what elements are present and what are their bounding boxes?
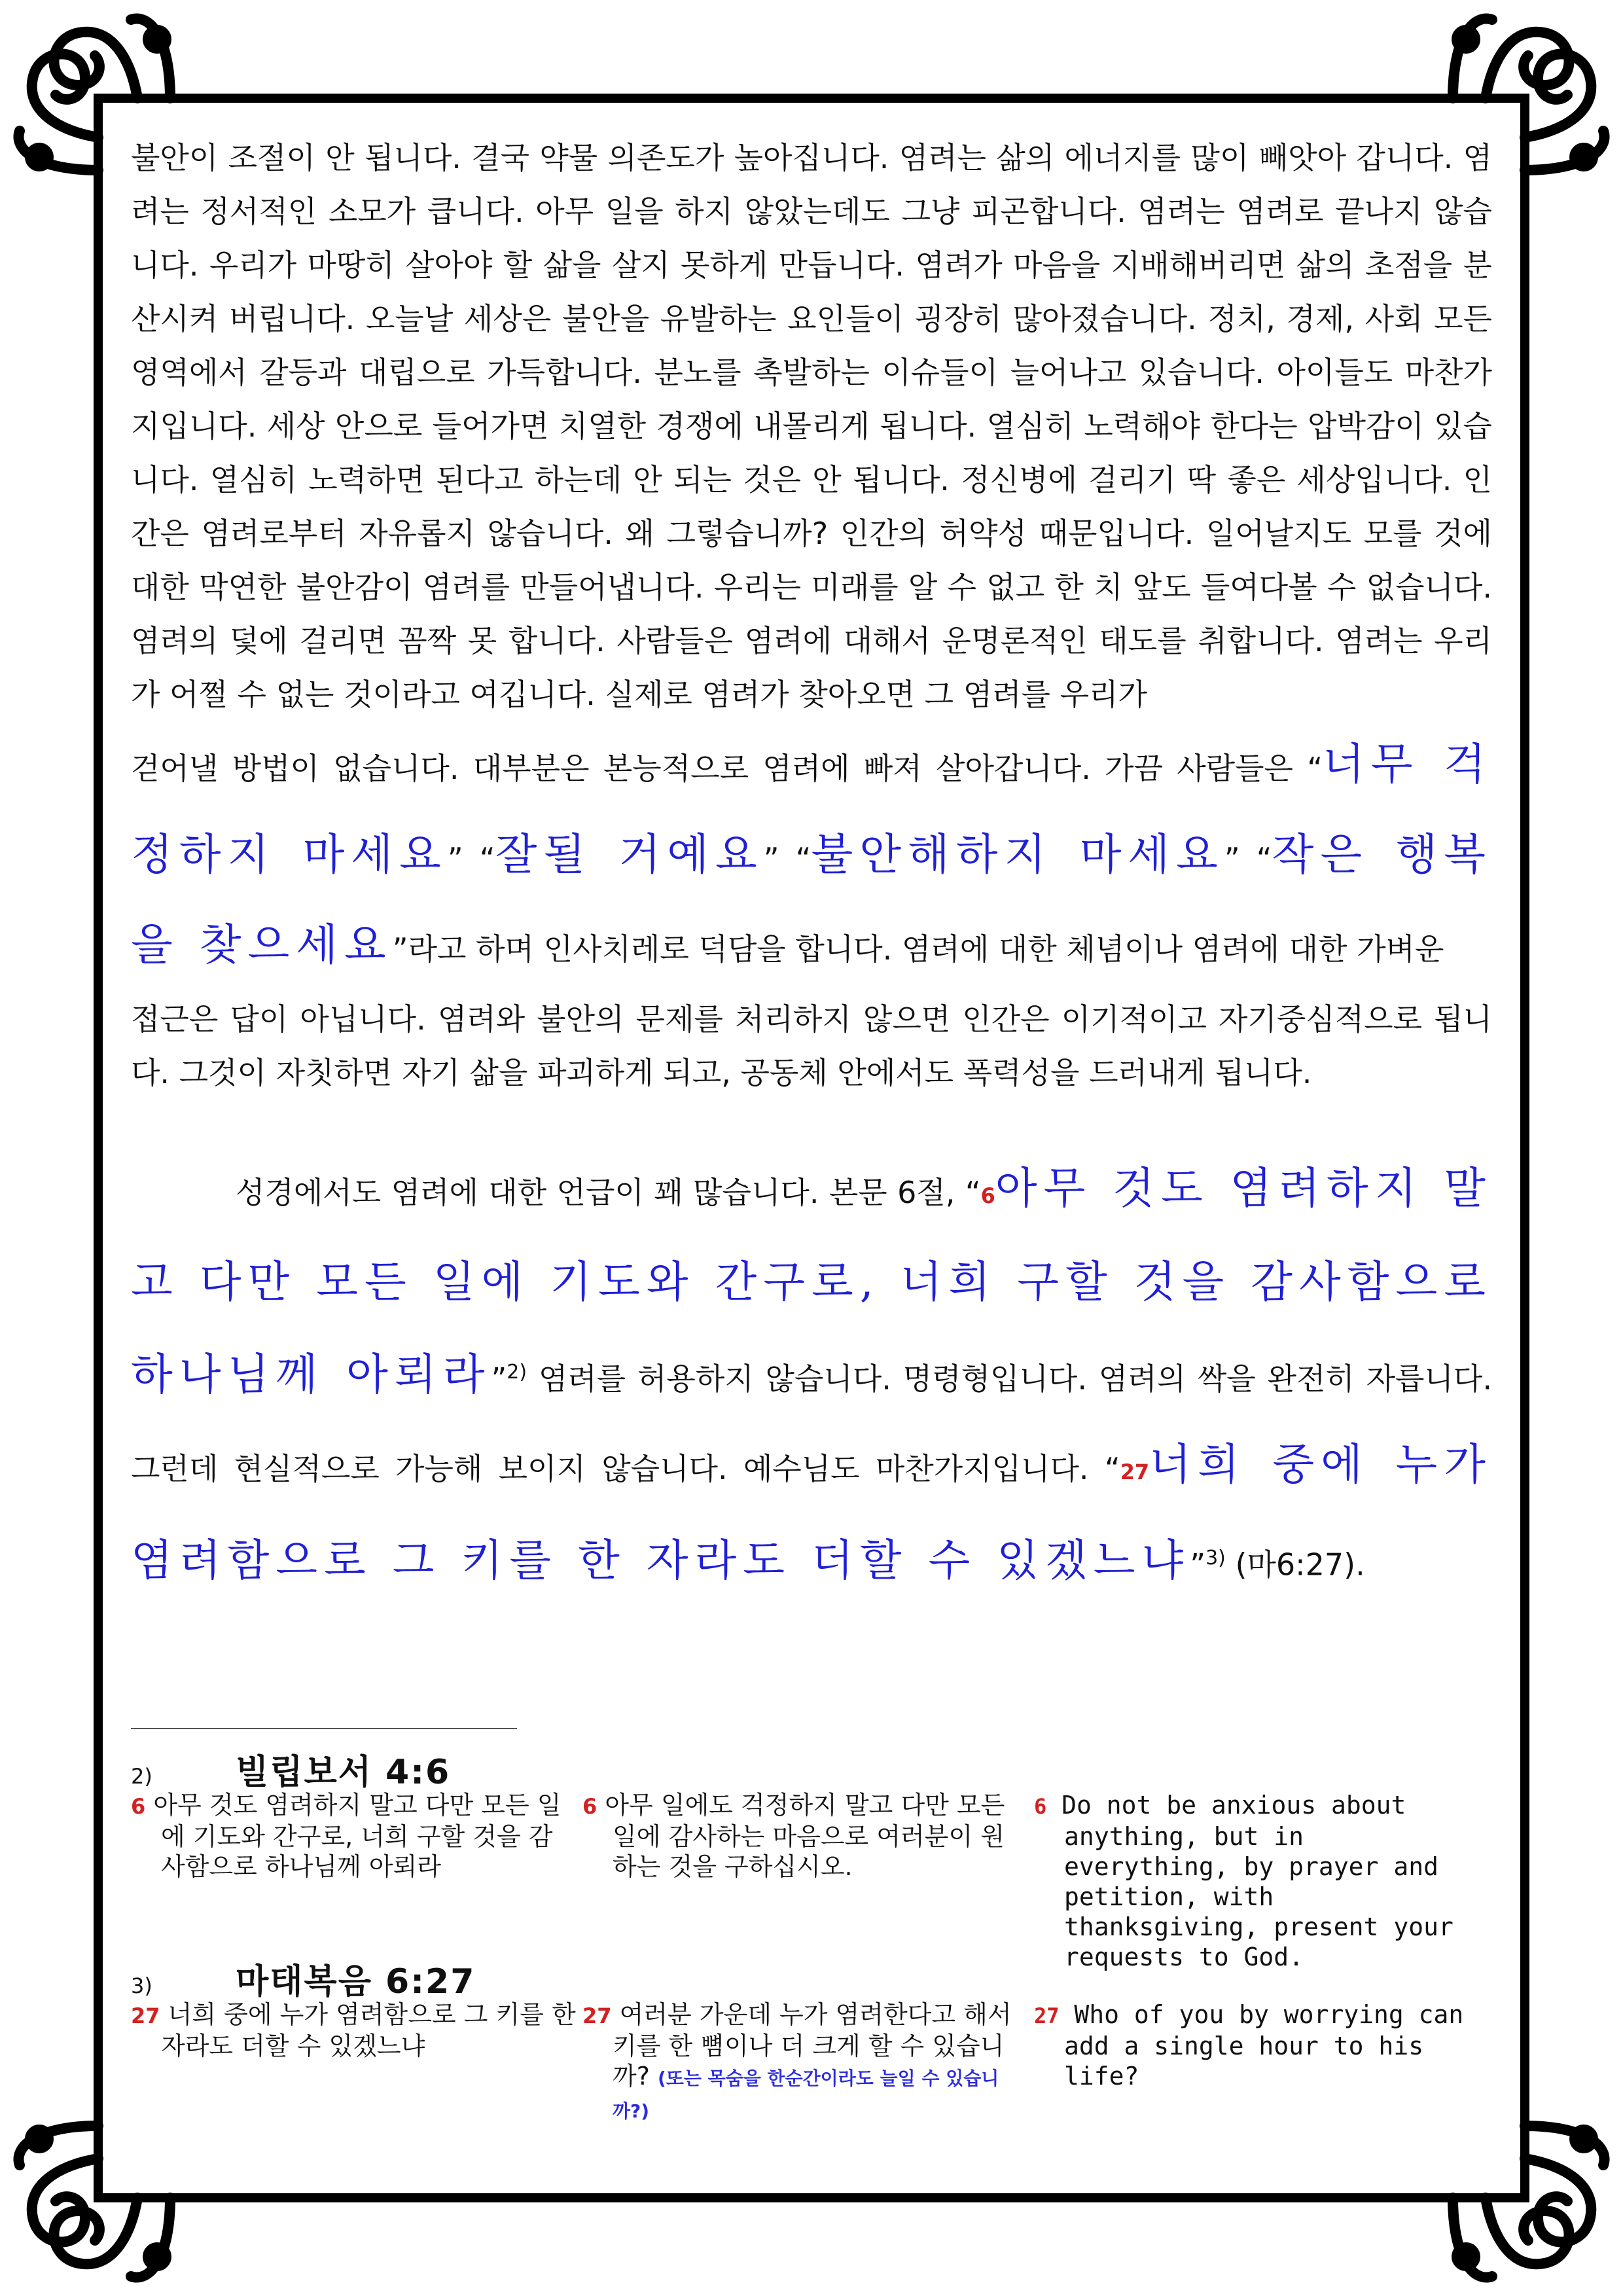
- paragraph-2: [131, 1145, 1492, 1608]
- quote-close: ”: [1190, 1547, 1206, 1583]
- footnote-title: 마태복음 6:27: [236, 1962, 476, 2001]
- footnote-col-modern: [582, 1790, 1027, 1972]
- quote-separator: ” “: [763, 841, 812, 876]
- footnote-divider: [131, 1728, 517, 1729]
- footnote-col-english: [1034, 1790, 1479, 1972]
- verse-number: 27: [1034, 2003, 1060, 2028]
- verse-text: Do not be anxious about anything, but in everything, by prayer and petition, with thanksgiving, present your requests to God.: [1061, 1791, 1454, 1971]
- verse-number-6: 6: [980, 1183, 995, 1208]
- paragraph-2-middle: 염려를 허용하지 않습니다. 명령형입니다. 염려의 싹을 완전히 자릅니다. 그런데 현실적으로 가능해 보이지 않습니다. 예수님도 마찬가지입니다. “: [131, 1361, 1492, 1487]
- paragraph-1-quotes: [131, 721, 1492, 992]
- verse-number: 27: [582, 2003, 612, 2028]
- paragraph-1-closing: 접근은 답이 아닙니다. 염려와 불안의 문제를 처리하지 않으면 인간은 이기적이고 자기중심적으로 됩니다. 그것이 자칫하면 자기 삶을 파괴하게 되고, 공동체 안에서도 폭력성을 드러내게 됩니다.: [131, 1001, 1492, 1090]
- verse-number: 6: [1034, 1794, 1047, 1819]
- paragraph-1-text: 불안이 조절이 안 됩니다. 결국 약물 의존도가 높아집니다. 염려는 삶의 에너지를 많이 빼앗아 갑니다. 염려는 정서적인 소모가 큽니다. 아무 일을 하지 않았는데도 그냥 피곤합니다. 염려는 염려로 끝나지 않습니다. 우리가 마땅히 살아야 할 삶을 살지 못하게 만듭니다. 염려가 마음을 지배해버리면 삶의 초점을 분산시켜 버립니다. 오늘날 세상은 불안을 유발하는 요인들이 굉장히 많아졌습니다. 정치, 경제, 사회 모든 영역에서 갈등과 대립으로 가득합니다. 분노를 촉발하는 이슈들이 늘어나고 있습니다. 아이들도 마찬가지입니다. 세상 안으로 들어가면 치열한 경쟁에 내몰리게 됩니다. 열심히 노력해야 한다는 압박감이 있습니다. 열심히 노력하면 된다고 하는데 안 되는 것은 안 됩니다. 정신병에 걸리기 딱 좋은 세상입니다. 인간은 염려로부터 자유롭지 않습니다. 왜 그렇습니까? 인간의 허약성 때문입니다. 일어날지도 모를 것에 대한 막연한 불안감이 염려를 만들어냅니다. 우리는 미래를 알 수 없고 한 치 앞도 들여다볼 수 없습니다. 염려의 덫에 걸리면 꼼짝 못 합니다. 사람들은 염려에 대해서 운명론적인 태도를 취합니다. 염려는 우리가 어쩔 수 없는 것이라고 여깁니다. 실제로 염려가 찾아오면 그 염려를 우리가: [131, 140, 1492, 712]
- verse-philippians-4-6: 아무 것도 염려하지 말고 다만 모든 일에 기도와 간구로, 너희 구할 것을 감사함으로 하나님께 아뢰라: [131, 1163, 1492, 1400]
- paragraph-1-follow: ”라고 하며 인사치레로 덕담을 합니다. 염려에 대한 체념이나 염려에 대한 가벼운: [392, 931, 1444, 967]
- footnote-ref-3[interactable]: 3): [1205, 1547, 1226, 1570]
- footnote-number: 3): [131, 1973, 152, 1998]
- paragraph-2-intro: 성경에서도 염려에 대한 언급이 꽤 많습니다. 본문 6절, “: [236, 1175, 981, 1210]
- corner-ornament-bottom-right: [1453, 2126, 1605, 2278]
- verse-text: 아무 것도 염려하지 말고 다만 모든 일에 기도와 간구로, 너희 구할 것을 감사함으로 하나님께 아뢰라: [153, 1791, 562, 1881]
- verse-text: 너희 중에 누가 염려함으로 그 키를 한 자라도 더할 수 있겠느냐: [161, 2000, 576, 2060]
- verse-number-27: 27: [1120, 1460, 1150, 1485]
- quote-separator: ” “: [447, 841, 495, 876]
- paragraph-2-end: (마6:27).: [1225, 1547, 1365, 1583]
- paragraph-1-lead: 걷어낼 방법이 없습니다. 대부분은 본능적으로 염려에 빠져 살아갑니다. 가끔 사람들은 “: [131, 751, 1323, 786]
- footnote-title: 빌립보서 4:6: [236, 1753, 451, 1792]
- footnote-col-krv: [131, 1790, 576, 1972]
- footnote-col-krv: [131, 2000, 576, 2126]
- paragraph-1: [131, 131, 1492, 721]
- footnote-col-english: [1034, 2000, 1479, 2126]
- footnote-2: [131, 1744, 1492, 1972]
- verse-matthew-6-27: 너희 중에 누가 염려함으로 그 키를 한 자라도 더할 수 있겠느냐: [131, 1439, 1492, 1586]
- verse-number: 27: [131, 2003, 160, 2028]
- main-content: [131, 131, 1492, 1608]
- footnote-number: 2): [131, 1764, 152, 1789]
- quote-it-will-go-well: 잘될 거예요: [495, 829, 764, 880]
- verse-number: 6: [582, 1794, 597, 1819]
- quote-close: ”: [491, 1361, 507, 1397]
- alternate-reading-note: (또는 목숨을 한순간이라도 늘일 수 있습니까?): [613, 2068, 999, 2122]
- footnote-ref-2[interactable]: 2): [507, 1361, 527, 1384]
- quote-find-small-happiness: 작은 행복을 찾으세요: [131, 829, 1492, 970]
- paragraph-1-end: [131, 992, 1492, 1100]
- verse-text: 여러분 가운데 누가 염려한다고 해서 키를 한 뼘이나 더 크게 할 수 있습니까?: [613, 2000, 1012, 2090]
- verse-number: 6: [131, 1794, 146, 1819]
- quote-separator: ” “: [1224, 841, 1272, 876]
- verse-text: 아무 일에도 걱정하지 말고 다만 모든 일에 감사하는 마음으로 여러분이 원하는 것을 구하십시오.: [605, 1791, 1005, 1881]
- footnote-3: [131, 1954, 1492, 2126]
- quote-dont-be-anxious: 불안해하지 마세요: [811, 829, 1224, 880]
- quote-dont-worry: 너무 걱정하지 마세요: [131, 739, 1492, 880]
- verse-text: Who of you by worrying can add a single hour to his life?: [1064, 2000, 1464, 2090]
- corner-ornament-bottom-left: [19, 2126, 171, 2278]
- footnote-col-modern: [582, 2000, 1027, 2126]
